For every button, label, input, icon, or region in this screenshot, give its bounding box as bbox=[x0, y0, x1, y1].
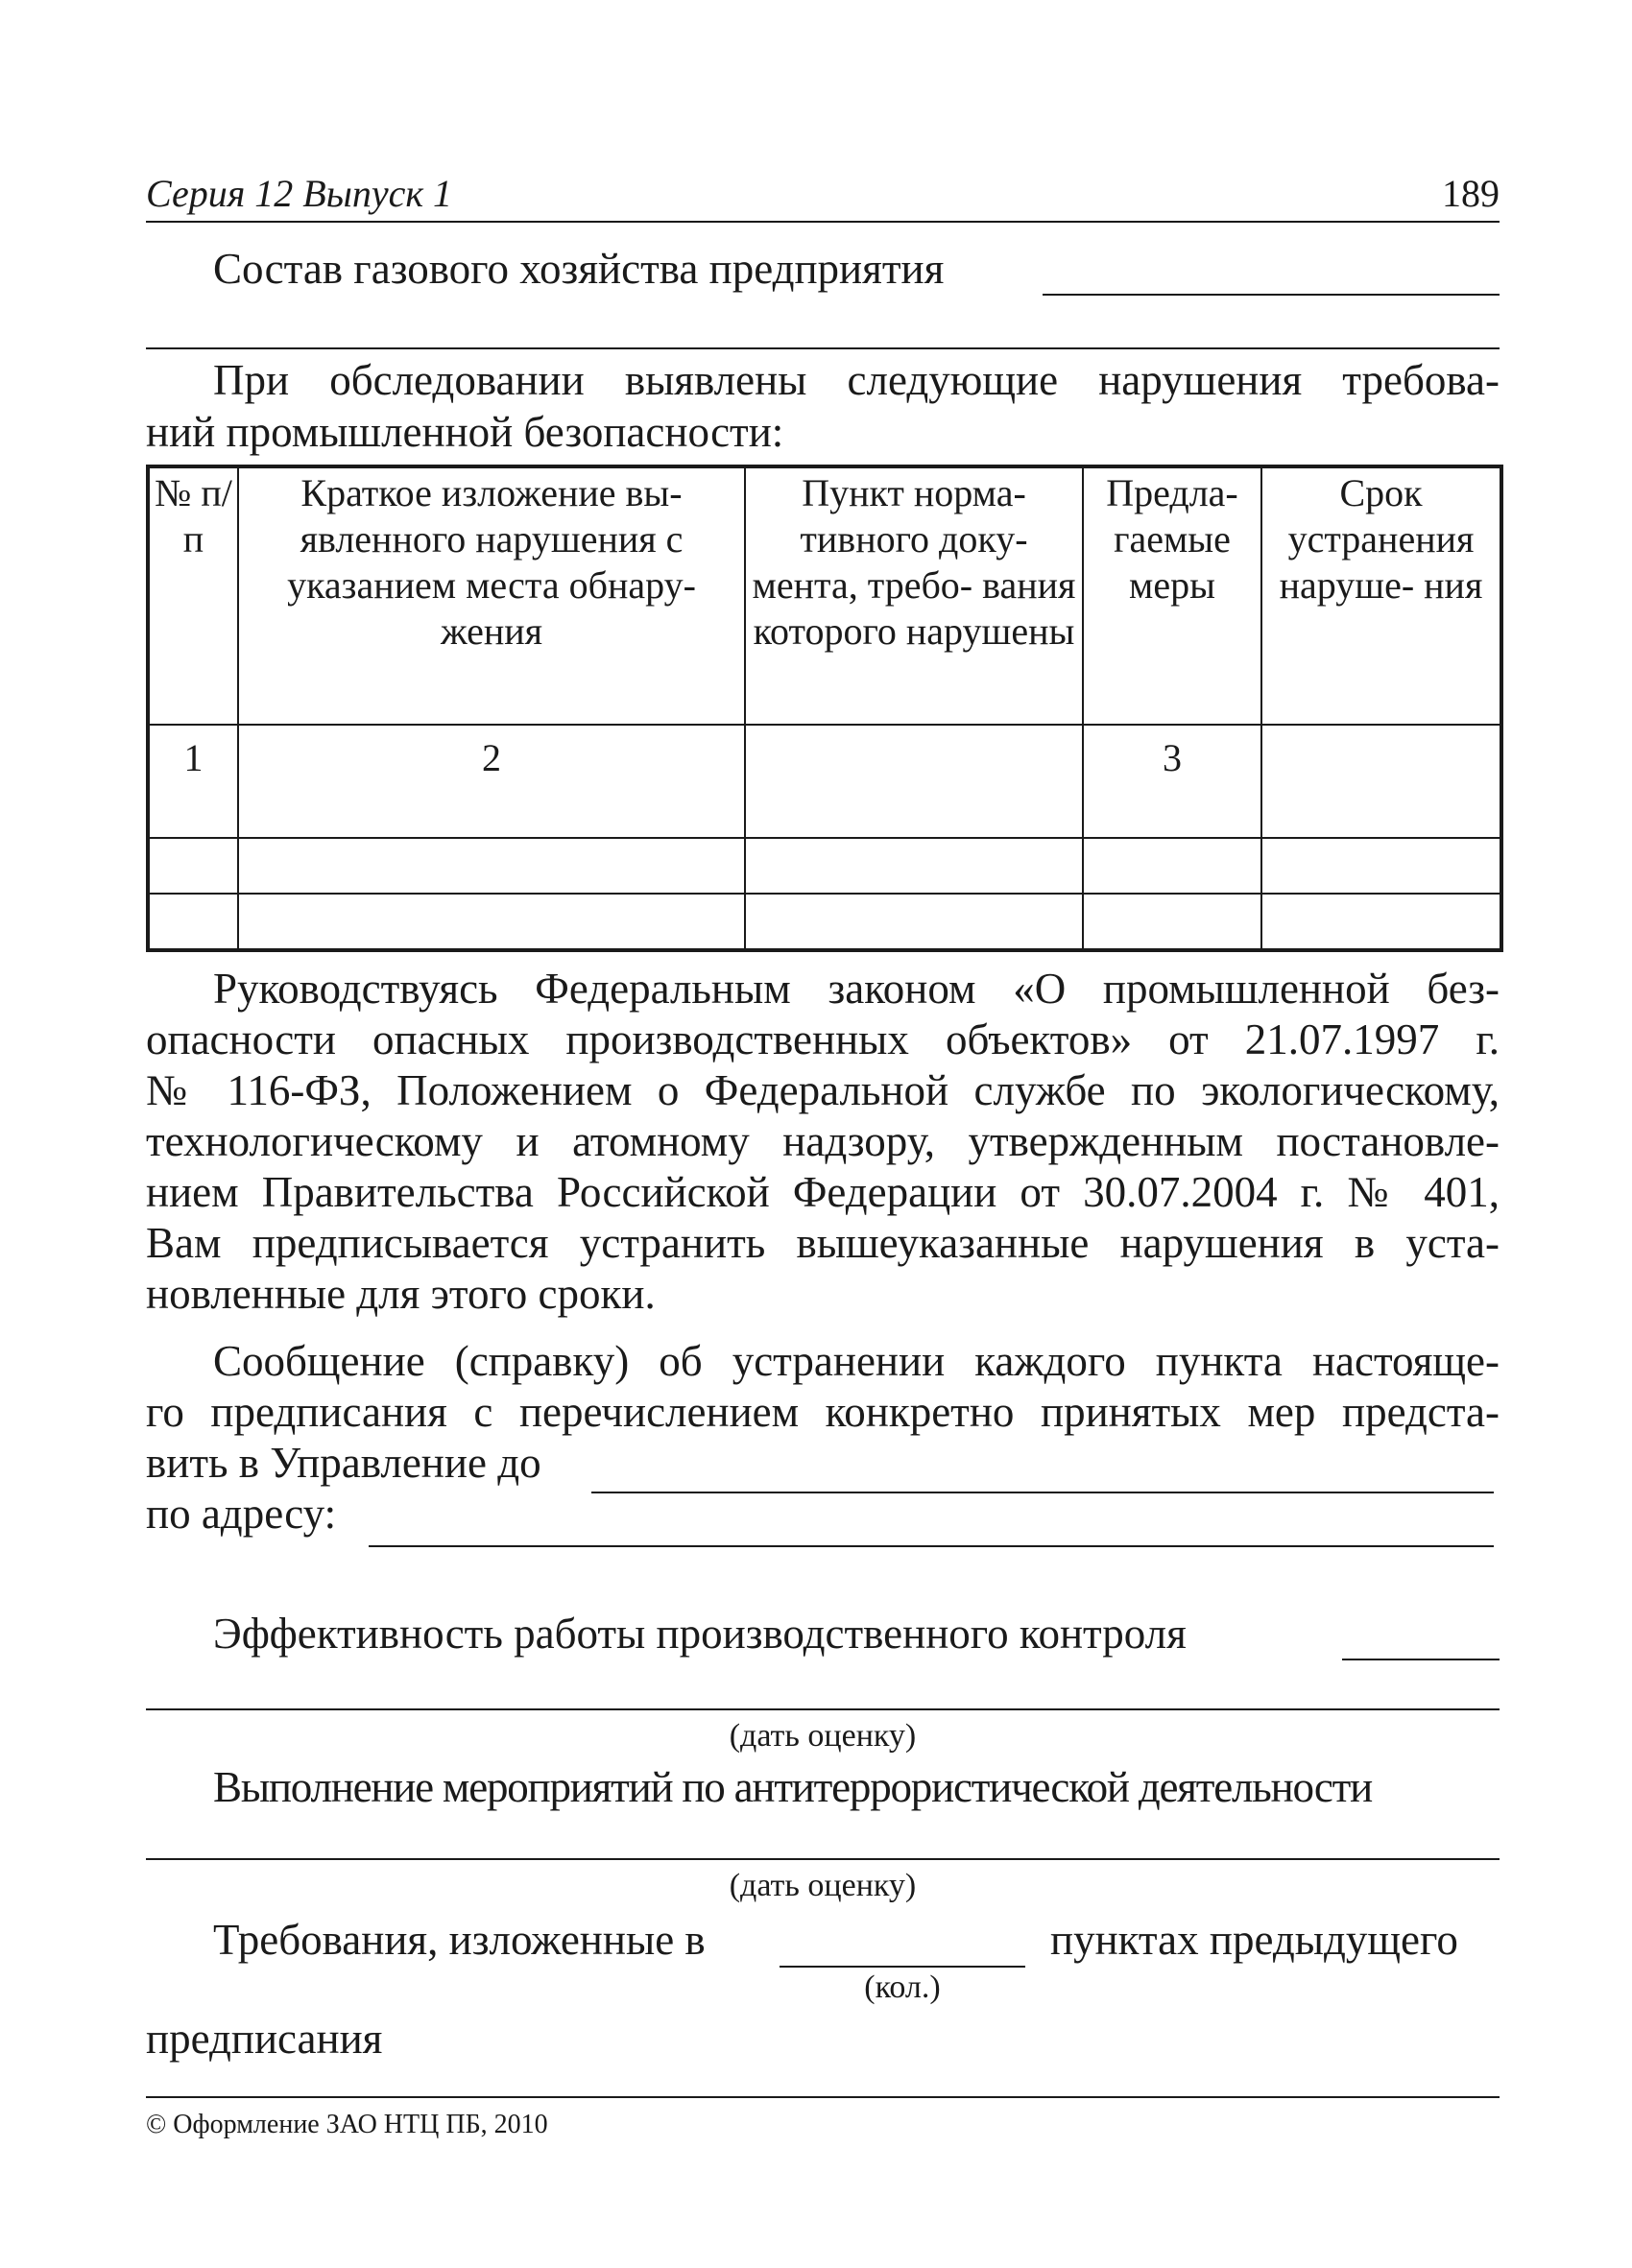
table-cell: 3 bbox=[1083, 725, 1261, 838]
efficiency-fill-line bbox=[1342, 1659, 1500, 1660]
table-cell bbox=[238, 894, 745, 950]
report-address-label: по адресу: bbox=[146, 1490, 337, 1538]
report-paragraph-line-1: Сообщение (справку) об устранении каждого пункта настояще- bbox=[213, 1337, 1500, 1385]
table-cell bbox=[1261, 838, 1501, 894]
law-paragraph-line-7: новленные для этого сроки. bbox=[146, 1270, 656, 1318]
table-row bbox=[148, 894, 1501, 950]
intro-line-1: При обследовании выявлены следующие нарушения требова- bbox=[213, 356, 1500, 404]
efficiency-caption: (дать оценку) bbox=[729, 1718, 917, 1754]
previous-requirements-label: Требования, изложенные в bbox=[213, 1916, 706, 1964]
law-paragraph-line-1: Руководствуясь Федеральным законом «О промышленной без- bbox=[213, 965, 1500, 1013]
efficiency-continuation-line bbox=[146, 1708, 1500, 1710]
report-deadline-fill-line bbox=[591, 1492, 1494, 1493]
table-cell: 1 bbox=[148, 725, 238, 838]
copyright-text: © Оформление ЗАО НТЦ ПБ, 2010 bbox=[146, 2110, 548, 2139]
table-row bbox=[148, 838, 1501, 894]
previous-prescription-label: предписания bbox=[146, 2015, 383, 2063]
table-cell bbox=[745, 725, 1083, 838]
intro-line-2: ний промышленной безопасности: bbox=[146, 408, 784, 456]
column-header-number: № п/п bbox=[148, 466, 238, 725]
violations-table bbox=[146, 465, 1503, 952]
table-cell bbox=[148, 894, 238, 950]
column-header-deadline: Срок устранения наруше- ния bbox=[1261, 466, 1501, 725]
table-cell bbox=[1261, 894, 1501, 950]
table-header-row bbox=[148, 466, 1501, 725]
efficiency-label: Эффективность работы производственного контроля bbox=[213, 1610, 1187, 1658]
table-row bbox=[148, 725, 1501, 838]
column-header-measures: Предла- гаемые меры bbox=[1083, 466, 1261, 725]
gas-composition-label: Состав газового хозяйства предприятия bbox=[213, 245, 945, 293]
law-paragraph-line-3: № 116-ФЗ, Положением о Федеральной службе по экологическому, bbox=[146, 1066, 1500, 1114]
previous-count-caption: (кол.) bbox=[864, 1970, 941, 2005]
running-head bbox=[146, 171, 1500, 223]
gas-composition-continuation-line bbox=[146, 347, 1500, 349]
table-cell bbox=[148, 838, 238, 894]
table-cell: 2 bbox=[238, 725, 745, 838]
report-address-fill-line bbox=[369, 1545, 1494, 1547]
table-cell bbox=[1083, 838, 1261, 894]
table-cell bbox=[238, 838, 745, 894]
report-paragraph-line-2: го предписания с перечислением конкретно принятых мер предста- bbox=[146, 1388, 1500, 1436]
page-number: 189 bbox=[1442, 172, 1500, 215]
table-cell bbox=[1083, 894, 1261, 950]
previous-continuation-line bbox=[146, 2096, 1500, 2098]
table-cell bbox=[745, 894, 1083, 950]
report-paragraph-line-3: вить в Управление до bbox=[146, 1439, 541, 1487]
antiterror-continuation-line bbox=[146, 1858, 1500, 1860]
antiterror-label: Выполнение мероприятий по антитеррористической деятельности bbox=[213, 1763, 1373, 1811]
gas-composition-fill-line bbox=[1043, 294, 1500, 296]
law-paragraph-line-6: Вам предписывается устранить вышеуказанные нарушения в уста- bbox=[146, 1219, 1500, 1267]
law-paragraph-line-5: нием Правительства Российской Федерации от 30.07.2004 г. № 401, bbox=[146, 1168, 1500, 1216]
series-label: Серия 12 Выпуск 1 bbox=[146, 172, 453, 215]
column-header-norm-clause: Пункт норма- тивного доку- мента, требо- вания которого нарушены bbox=[745, 466, 1083, 725]
table-cell bbox=[1261, 725, 1501, 838]
column-header-violation: Краткое изложение вы- явленного нарушения с указанием места обнару- жения bbox=[238, 466, 745, 725]
previous-points-label: пунктах предыдущего bbox=[1050, 1916, 1458, 1964]
antiterror-caption: (дать оценку) bbox=[729, 1868, 917, 1903]
law-paragraph-line-4: технологическому и атомному надзору, утвержденным постановле- bbox=[146, 1117, 1500, 1165]
law-paragraph-line-2: опасности опасных производственных объектов» от 21.07.1997 г. bbox=[146, 1015, 1500, 1063]
table-cell bbox=[745, 838, 1083, 894]
previous-count-fill-line bbox=[780, 1966, 1025, 1968]
